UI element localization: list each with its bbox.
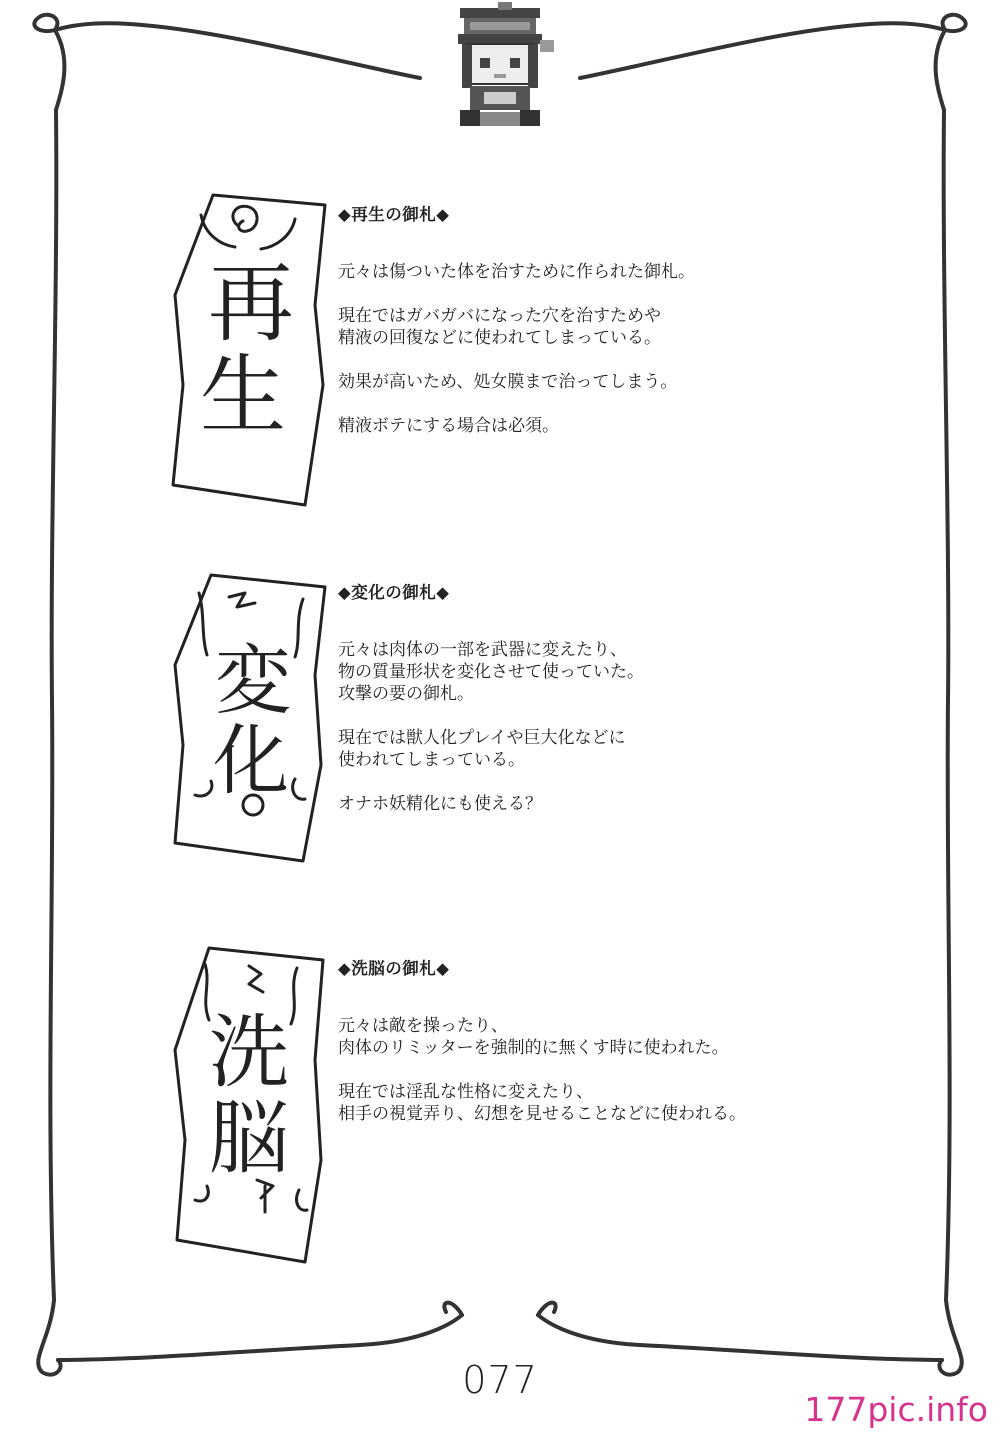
section-paragraph: 精液ボテにする場合は必須。 xyxy=(338,416,559,436)
talisman-transformation-illustration xyxy=(165,565,335,865)
page-number: 077 xyxy=(462,1358,538,1402)
section-transformation xyxy=(338,581,938,815)
pixel-mascot-icon xyxy=(440,0,560,135)
section-title: ◆再生の御札◆ xyxy=(338,205,450,224)
section-regeneration xyxy=(338,203,938,437)
section-paragraph: 元々は肉体の一部を武器に変えたり、 物の質量形状を変化させて使っていた。 攻撃の要の御札。 xyxy=(338,640,644,704)
section-paragraph: 元々は傷ついた体を治すために作られた御札。 xyxy=(338,262,695,282)
section-paragraph: オナホ妖精化にも使える？ xyxy=(338,794,542,814)
section-brainwash xyxy=(338,957,938,1125)
section-title: ◆変化の御札◆ xyxy=(338,583,450,602)
talisman-transformation-glyph-2: 化 xyxy=(213,716,289,805)
section-paragraph: 現在では獣人化プレイや巨大化などに 使われてしまっている。 xyxy=(338,728,626,770)
talisman-regeneration-glyph-1: 再 xyxy=(208,254,294,354)
talisman-brainwash-glyph-2: 脳 xyxy=(209,1092,289,1185)
section-title: ◆洗脳の御札◆ xyxy=(338,959,450,978)
talisman-regeneration-glyph-2: 生 xyxy=(200,346,286,446)
talisman-brainwash-glyph-1: 洗 xyxy=(209,1006,289,1099)
talisman-regeneration-illustration xyxy=(165,185,335,510)
section-paragraph: 現在ではガバガバになった穴を治すためや 精液の回復などに使われてしまっている。 xyxy=(338,306,661,348)
section-paragraph: 元々は敵を操ったり、 肉体のリミッターを強制的に無くす時に使われた。 xyxy=(338,1016,729,1058)
talisman-brainwash-illustration xyxy=(165,940,335,1265)
watermark: 177pic.info xyxy=(804,1390,988,1429)
talisman-transformation-glyph-1: 変 xyxy=(215,636,291,725)
section-paragraph: 効果が高いため、処女膜まで治ってしまう。 xyxy=(338,372,678,392)
section-paragraph: 現在では淫乱な性格に変えたり、 相手の視覚弄り、幻想を見せることなどに使われる。 xyxy=(338,1082,746,1124)
